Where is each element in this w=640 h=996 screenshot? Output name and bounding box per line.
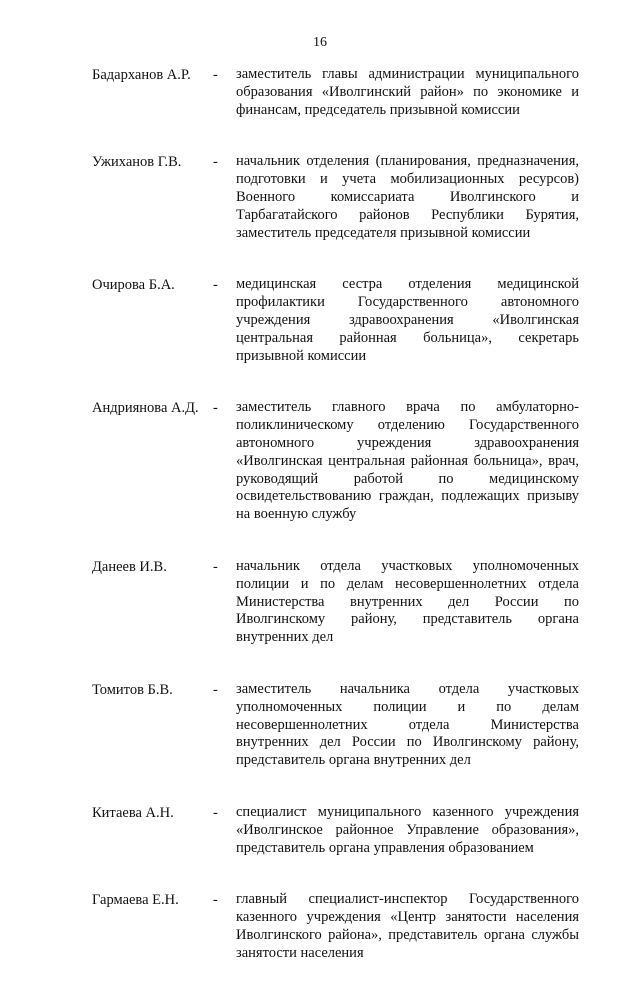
entry-dash: -	[213, 154, 218, 171]
entry-dash: -	[213, 804, 218, 821]
member-name: Ужиханов Г.В.	[92, 154, 182, 171]
member-name: Очирова Б.А.	[92, 277, 175, 294]
entry-dash: -	[213, 892, 218, 909]
member-entry	[0, 681, 640, 770]
member-name: Бадарханов А.Р.	[92, 67, 191, 83]
member-name: Гармаева Е.Н.	[92, 892, 179, 909]
member-entry	[0, 153, 640, 242]
member-name: Андриянова А.Д.	[92, 400, 199, 417]
member-entry	[0, 804, 640, 857]
member-position: главный специалист-инспектор Государственного казенного учреждения «Центр занятости населения Иволгинского района», представитель органа службы занятости населения	[236, 891, 579, 961]
member-position: начальник отделения (планирования, предназначения, подготовки и учета мобилизационных ресурсов) Военного комиссариата Иволгинского и Тарбагатайского районов Республики Бурятия, заместитель председателя призывной комиссии	[236, 153, 579, 241]
entry-dash: -	[213, 558, 218, 575]
member-entry	[0, 276, 640, 365]
member-name: Томитов Б.В.	[92, 681, 173, 698]
member-entry	[0, 399, 640, 524]
commission-members-list	[0, 66, 640, 996]
member-position: начальник отдела участковых уполномоченных полиции и по делам несовершеннолетних отдела Министерства внутренних дел России по Иволгинскому району, представитель органа внутренних дел	[236, 557, 579, 646]
member-entry	[0, 891, 640, 962]
member-position: заместитель главного врача по амбулаторно-поликлиническому отделению Государственного автономного учреждения здравоохранения «Иволгинская центральная районная больница», врач, руководящий работой по медицинскому освидетельствованию граждан, подлежащих призыву на военную службу	[236, 399, 579, 523]
member-entry	[0, 558, 640, 647]
member-position: медицинская сестра отделения медицинской профилактики Государственного автономного учреждения здравоохранения «Иволгинская центральная районная больница», секретарь призывной комиссии	[236, 276, 579, 364]
entry-dash: -	[213, 67, 218, 83]
page-number: 16	[313, 35, 327, 50]
member-name: Китаева А.Н.	[92, 804, 174, 821]
entry-dash: -	[213, 681, 218, 698]
member-entry	[0, 66, 640, 119]
member-position: заместитель главы администрации муниципального образования «Иволгинский район» по экономике и финансам, председатель призывной комиссии	[236, 66, 579, 118]
entry-dash: -	[213, 277, 218, 294]
entry-dash: -	[213, 400, 218, 417]
member-position: специалист муниципального казенного учреждения «Иволгинское районное Управление образования», представитель органа управления образованием	[236, 803, 579, 856]
member-position: заместитель начальника отдела участковых уполномоченных полиции и по делам несовершеннолетних отдела Министерства внутренних дел России по Иволгинскому району, представитель органа внутренних дел	[236, 680, 579, 769]
member-name: Данеев И.В.	[92, 558, 167, 575]
